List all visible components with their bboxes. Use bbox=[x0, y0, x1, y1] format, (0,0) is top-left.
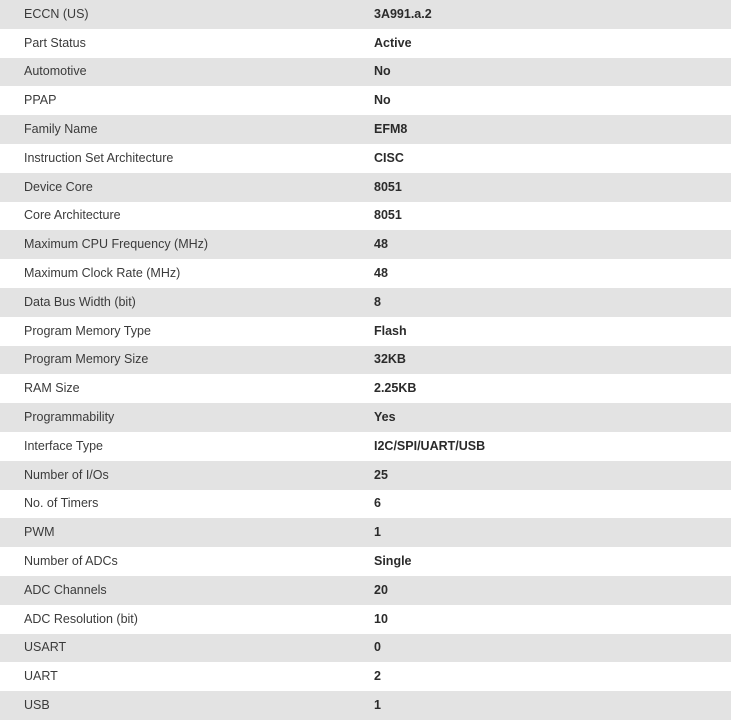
spec-label: USB bbox=[0, 691, 374, 720]
spec-value: EFM8 bbox=[374, 115, 731, 144]
table-row bbox=[0, 691, 731, 720]
spec-label: Number of I/Os bbox=[0, 461, 374, 490]
spec-value: Yes bbox=[374, 403, 731, 432]
spec-label: Data Bus Width (bit) bbox=[0, 288, 374, 317]
table-row bbox=[0, 0, 731, 29]
table-row bbox=[0, 317, 731, 346]
spec-value: 8 bbox=[374, 288, 731, 317]
spec-label: ADC Resolution (bit) bbox=[0, 605, 374, 634]
table-row bbox=[0, 374, 731, 403]
spec-label: PWM bbox=[0, 518, 374, 547]
spec-value: 1 bbox=[374, 691, 731, 720]
spec-label: Core Architecture bbox=[0, 202, 374, 231]
table-row bbox=[0, 288, 731, 317]
spec-label: ECCN (US) bbox=[0, 0, 374, 29]
spec-label: Program Memory Size bbox=[0, 346, 374, 375]
spec-label: Device Core bbox=[0, 173, 374, 202]
spec-value: 8051 bbox=[374, 202, 731, 231]
table-row bbox=[0, 605, 731, 634]
spec-label: Maximum CPU Frequency (MHz) bbox=[0, 230, 374, 259]
table-row bbox=[0, 432, 731, 461]
spec-value: Active bbox=[374, 29, 731, 58]
spec-value: 32KB bbox=[374, 346, 731, 375]
table-row bbox=[0, 403, 731, 432]
table-row bbox=[0, 634, 731, 663]
spec-value: 10 bbox=[374, 605, 731, 634]
spec-label: RAM Size bbox=[0, 374, 374, 403]
spec-value: No bbox=[374, 58, 731, 87]
spec-value: I2C/SPI/UART/USB bbox=[374, 432, 731, 461]
spec-label: Maximum Clock Rate (MHz) bbox=[0, 259, 374, 288]
spec-label: Program Memory Type bbox=[0, 317, 374, 346]
spec-label: UART bbox=[0, 662, 374, 691]
spec-value: CISC bbox=[374, 144, 731, 173]
spec-value: 25 bbox=[374, 461, 731, 490]
table-row bbox=[0, 230, 731, 259]
spec-label: Programmability bbox=[0, 403, 374, 432]
spec-value: No bbox=[374, 86, 731, 115]
spec-value: 6 bbox=[374, 490, 731, 519]
spec-label: ADC Channels bbox=[0, 576, 374, 605]
table-row bbox=[0, 58, 731, 87]
spec-value: Flash bbox=[374, 317, 731, 346]
table-row bbox=[0, 346, 731, 375]
table-row bbox=[0, 518, 731, 547]
spec-label: Automotive bbox=[0, 58, 374, 87]
spec-label: Interface Type bbox=[0, 432, 374, 461]
spec-value: 2.25KB bbox=[374, 374, 731, 403]
spec-value: 3A991.a.2 bbox=[374, 0, 731, 29]
spec-value: 20 bbox=[374, 576, 731, 605]
spec-label: Instruction Set Architecture bbox=[0, 144, 374, 173]
table-row bbox=[0, 173, 731, 202]
spec-value: 0 bbox=[374, 634, 731, 663]
spec-value: 1 bbox=[374, 518, 731, 547]
table-row bbox=[0, 86, 731, 115]
spec-label: No. of Timers bbox=[0, 490, 374, 519]
table-row bbox=[0, 490, 731, 519]
table-row bbox=[0, 547, 731, 576]
spec-label: Family Name bbox=[0, 115, 374, 144]
table-row bbox=[0, 259, 731, 288]
spec-label: USART bbox=[0, 634, 374, 663]
table-row bbox=[0, 115, 731, 144]
spec-value: 8051 bbox=[374, 173, 731, 202]
table-row bbox=[0, 202, 731, 231]
spec-label: Part Status bbox=[0, 29, 374, 58]
spec-value: 48 bbox=[374, 230, 731, 259]
spec-label: PPAP bbox=[0, 86, 374, 115]
table-row bbox=[0, 29, 731, 58]
table-row bbox=[0, 662, 731, 691]
spec-value: 2 bbox=[374, 662, 731, 691]
table-row bbox=[0, 576, 731, 605]
table-row bbox=[0, 144, 731, 173]
spec-value: Single bbox=[374, 547, 731, 576]
spec-value: 48 bbox=[374, 259, 731, 288]
spec-label: Number of ADCs bbox=[0, 547, 374, 576]
table-row bbox=[0, 461, 731, 490]
